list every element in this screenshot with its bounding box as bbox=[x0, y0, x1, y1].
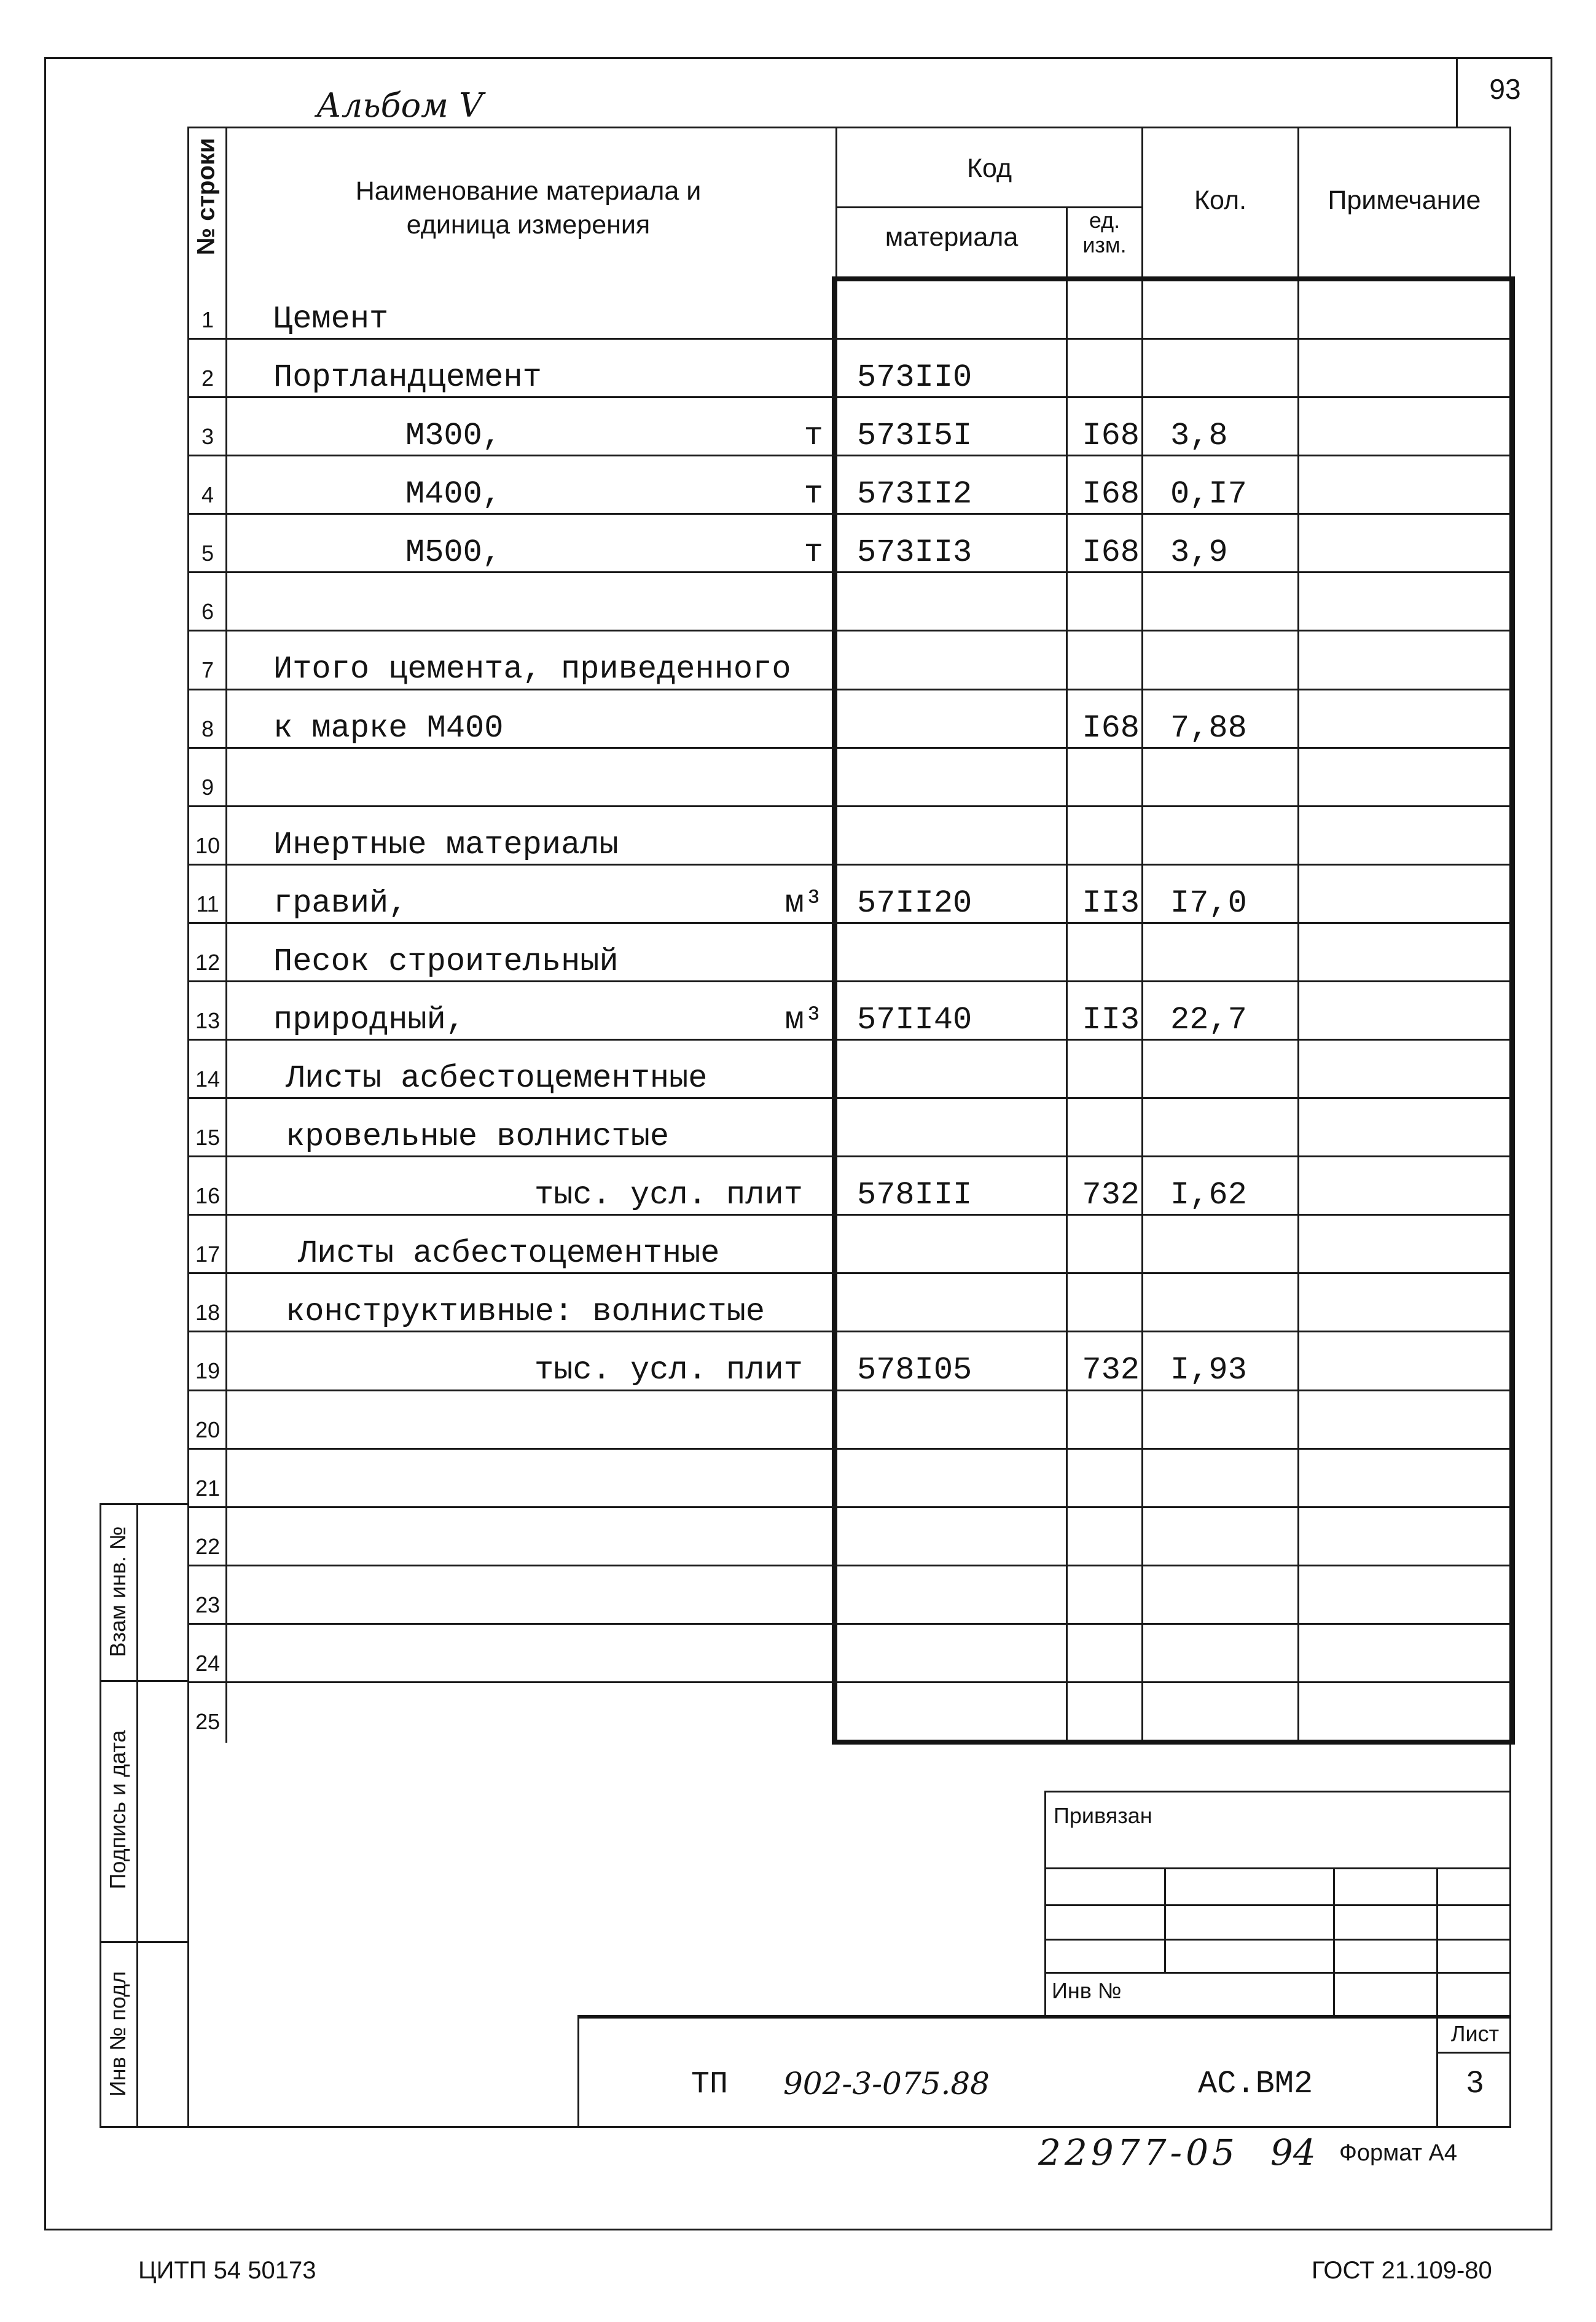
privyazan-grid-2 bbox=[1044, 1904, 1511, 1906]
row-name: тыс. усл. плит bbox=[534, 1177, 803, 1213]
side-top-line bbox=[100, 1503, 187, 1505]
row-material-code: 573I5I bbox=[857, 418, 972, 454]
row-qty: 22,7 bbox=[1170, 1002, 1247, 1038]
row-unit: м³ bbox=[784, 885, 823, 921]
privyazan-col-3 bbox=[1436, 1867, 1438, 2128]
sheet-label-line bbox=[1436, 2052, 1511, 2054]
side-left-line bbox=[100, 1503, 101, 2128]
row-unit-code: I68 bbox=[1082, 476, 1140, 512]
row-name: Итого цемента, приведенного bbox=[273, 651, 791, 687]
row-number: 20 bbox=[195, 1417, 221, 1442]
row-number: 14 bbox=[195, 1066, 221, 1092]
page-number: 93 bbox=[1489, 73, 1521, 105]
row-number: 21 bbox=[195, 1476, 221, 1501]
table-row bbox=[0, 1681, 1596, 1740]
row-name: Портландцемент bbox=[273, 359, 542, 396]
row-number: 17 bbox=[195, 1241, 221, 1267]
row-number: 12 bbox=[195, 950, 221, 975]
row-material-code: 573II0 bbox=[857, 359, 972, 396]
row-material-code: 57II20 bbox=[857, 885, 972, 921]
album-label: Альбом V bbox=[316, 86, 483, 125]
privyazan-grid-3 bbox=[1044, 1939, 1511, 1941]
row-qty: I,93 bbox=[1170, 1352, 1247, 1388]
table-row bbox=[0, 1448, 1596, 1506]
row-material-code: 573II2 bbox=[857, 476, 972, 512]
row-number: 10 bbox=[195, 833, 221, 858]
header-code-unit-1: ед. bbox=[1089, 208, 1121, 233]
row-number: 15 bbox=[195, 1125, 221, 1150]
row-number: 22 bbox=[195, 1534, 221, 1559]
side-mid-line bbox=[136, 1503, 138, 2128]
row-name: М500, bbox=[405, 534, 502, 571]
doc-section: АС.ВМ2 bbox=[1198, 2066, 1313, 2102]
row-name: Песок строительный bbox=[273, 944, 619, 980]
doc-number: 902-3-075.88 bbox=[783, 2066, 990, 2101]
row-number: 8 bbox=[201, 716, 214, 741]
row-unit-code: 732 bbox=[1082, 1352, 1140, 1388]
header-qty: Кол. bbox=[1194, 186, 1247, 215]
titleblock-left-line bbox=[577, 2015, 579, 2128]
table-row bbox=[0, 1214, 1596, 1272]
table-row bbox=[0, 1623, 1596, 1681]
header-name-line2: единица измерения bbox=[406, 210, 651, 240]
side-vzam-label: Взам инв. № bbox=[105, 1526, 130, 1657]
side-inv-podl-label: Инв № подл bbox=[105, 1971, 130, 2097]
row-name: природный, bbox=[273, 1002, 466, 1038]
row-name: Листы асбестоцементные bbox=[298, 1235, 720, 1272]
row-qty: 3,9 bbox=[1170, 534, 1228, 571]
sheet-label: Лист bbox=[1450, 2021, 1500, 2046]
row-qty: 0,I7 bbox=[1170, 476, 1247, 512]
thick-bottom bbox=[832, 1740, 1515, 1745]
format-label: Формат А4 bbox=[1339, 2140, 1458, 2166]
table-row bbox=[0, 689, 1596, 747]
table-row bbox=[0, 1039, 1596, 1097]
row-name: гравий, bbox=[273, 885, 408, 921]
privyazan-top-line bbox=[1044, 1791, 1511, 1792]
header-note: Примечание bbox=[1328, 186, 1481, 215]
row-number: 1 bbox=[201, 307, 214, 332]
table-row bbox=[0, 1272, 1596, 1331]
row-number: 13 bbox=[195, 1008, 221, 1033]
row-name: Цемент bbox=[273, 301, 389, 337]
row-number: 5 bbox=[201, 541, 214, 566]
row-number: 7 bbox=[201, 657, 214, 682]
row-unit: т bbox=[804, 476, 823, 512]
table-row bbox=[0, 1097, 1596, 1155]
table-row bbox=[0, 455, 1596, 513]
table-row bbox=[0, 1506, 1596, 1565]
table-row bbox=[0, 1331, 1596, 1389]
row-material-code: 57II40 bbox=[857, 1002, 972, 1038]
row-number: 9 bbox=[201, 775, 214, 800]
row-unit-code: I68 bbox=[1082, 710, 1140, 746]
row-name: Листы асбестоцементные bbox=[286, 1060, 708, 1096]
row-unit-code: II3 bbox=[1082, 1002, 1140, 1038]
row-name: к марке М400 bbox=[273, 710, 504, 746]
row-qty: 7,88 bbox=[1170, 710, 1247, 746]
header-code-material: материала bbox=[885, 222, 1019, 252]
handwritten-number: 22977-05 bbox=[1038, 2132, 1238, 2173]
row-number: 19 bbox=[195, 1358, 221, 1383]
privyazan-col-2 bbox=[1333, 1867, 1335, 2018]
table-row bbox=[0, 513, 1596, 571]
row-unit: т bbox=[804, 534, 823, 571]
lower-bottom-line bbox=[187, 2126, 1511, 2128]
row-number: 23 bbox=[195, 1592, 221, 1617]
row-name: М300, bbox=[405, 418, 502, 454]
table-row bbox=[0, 864, 1596, 922]
inv-no-label: Инв № bbox=[1052, 1978, 1122, 2003]
row-qty: I7,0 bbox=[1170, 885, 1247, 921]
privyazan-label: Привязан bbox=[1054, 1803, 1152, 1828]
table-row bbox=[0, 922, 1596, 980]
row-name: тыс. усл. плит bbox=[534, 1352, 803, 1388]
table-row bbox=[0, 630, 1596, 688]
row-unit-code: 732 bbox=[1082, 1177, 1140, 1213]
row-number: 18 bbox=[195, 1300, 221, 1325]
titleblock-top-line bbox=[577, 2015, 1511, 2019]
row-number: 6 bbox=[201, 599, 214, 624]
row-name: Инертные материалы bbox=[273, 827, 619, 863]
row-name: М400, bbox=[405, 476, 502, 512]
handwritten-number-2: 94 bbox=[1270, 2132, 1316, 2173]
header-code: Код bbox=[966, 154, 1012, 183]
page-number-divider bbox=[1456, 57, 1458, 128]
row-material-code: 578III bbox=[857, 1177, 972, 1213]
privyazan-col-1 bbox=[1164, 1867, 1166, 1973]
table-row bbox=[0, 396, 1596, 455]
side-podpis-label: Подпись и дата bbox=[105, 1730, 130, 1890]
row-material-code: 573II3 bbox=[857, 534, 972, 571]
row-unit-code: I68 bbox=[1082, 418, 1140, 454]
table-row bbox=[0, 338, 1596, 396]
row-number: 11 bbox=[196, 891, 219, 917]
row-name: кровельные волнистые bbox=[286, 1119, 670, 1155]
table-row bbox=[0, 1565, 1596, 1623]
header-name-line1: Наименование материала и bbox=[355, 176, 702, 206]
table-row bbox=[0, 747, 1596, 805]
doc-prefix: ТП bbox=[691, 2067, 729, 2102]
row-qty: I,62 bbox=[1170, 1177, 1247, 1213]
row-name: конструктивные: волнистые bbox=[286, 1294, 765, 1330]
side-line-1 bbox=[100, 1680, 187, 1682]
row-number: 16 bbox=[195, 1183, 221, 1208]
row-number: 2 bbox=[201, 366, 214, 391]
row-material-code: 578I05 bbox=[857, 1352, 972, 1388]
row-number: 4 bbox=[201, 482, 214, 507]
row-unit-code: I68 bbox=[1082, 534, 1140, 571]
table-top-line bbox=[187, 127, 1511, 128]
row-number: 3 bbox=[201, 424, 214, 449]
table-row bbox=[0, 1155, 1596, 1214]
row-unit: м³ bbox=[784, 1002, 823, 1038]
sheet-number: 3 bbox=[1466, 2065, 1484, 2099]
table-row bbox=[0, 571, 1596, 630]
left-code: ЦИТП 54 50173 bbox=[138, 2257, 316, 2284]
gost-label: ГОСТ 21.109-80 bbox=[1312, 2257, 1492, 2284]
row-number: 24 bbox=[195, 1651, 221, 1676]
table-row bbox=[0, 1390, 1596, 1448]
row-number: 25 bbox=[195, 1709, 221, 1734]
table-row bbox=[0, 280, 1596, 338]
privyazan-grid-1 bbox=[1044, 1867, 1511, 1869]
table-row bbox=[0, 805, 1596, 864]
privyazan-grid-4 bbox=[1044, 1972, 1511, 1974]
table-row bbox=[0, 980, 1596, 1039]
row-unit-code: II3 bbox=[1082, 885, 1140, 921]
header-row-no: № строки bbox=[192, 138, 220, 256]
header-code-unit-2: изм. bbox=[1082, 232, 1127, 257]
row-qty: 3,8 bbox=[1170, 418, 1228, 454]
row-unit: т bbox=[804, 418, 823, 454]
